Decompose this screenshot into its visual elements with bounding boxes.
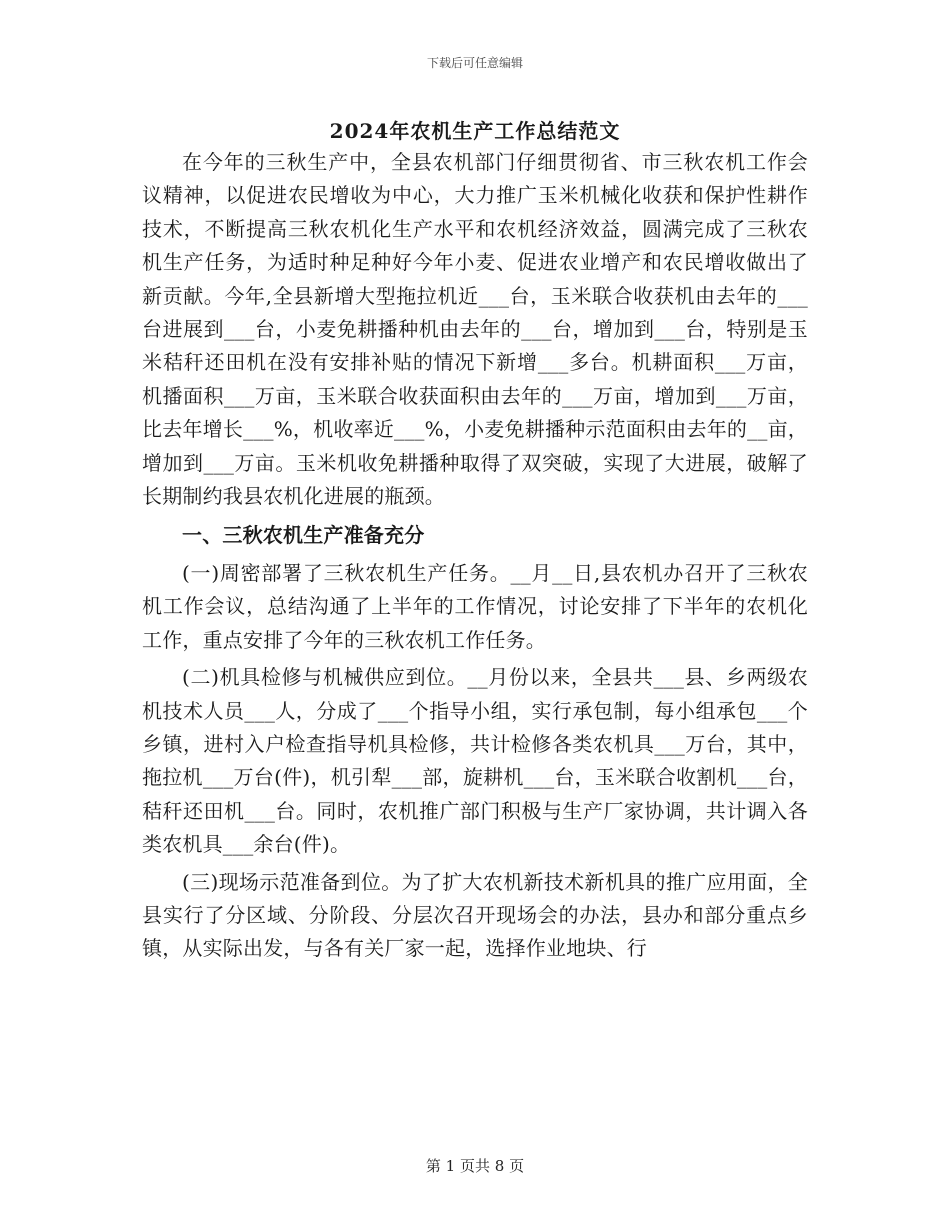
document-title: 2024年农机生产工作总结范文	[329, 119, 621, 143]
document-body	[142, 146, 808, 966]
paragraph-item-3: (三)现场示范准备到位。为了扩大农机新技术新机具的推广应用面，全县实行了分区域、分阶段、分层次召开现场会的办法，县办和部分重点乡镇，从实际出发，与各有关厂家一起，选择作业地块、行	[142, 869, 808, 961]
page-number: 第 1 页共 8 页	[425, 1157, 525, 1175]
paragraph-intro: 在今年的三秋生产中，全县农机部门仔细贯彻省、市三秋农机工作会议精神，以促进农民增收为中心，大力推广玉米机械化收获和保护性耕作技术，不断提高三秋农机化生产水平和农机经济效益，圆满完成了三秋农机生产任务，为适时种足种好今年小麦、促进农业增产和农民增收做出了新贡献。今年,全县新增大型拖拉机近___台，玉米联合收获机由去年的___台进展到___台，小麦免耕播种机由去年的___台，增加到___台，特别是玉米秸秆还田机在没有安排补贴的情况下新增___多台。机耕面积___万亩，机播面积___万亩，玉米联合收获面积由去年的___万亩，增加到___万亩，比去年增长___%，机收率近___%，小麦免耕播种示范面积由去年的__亩，增加到___万亩。玉米机收免耕播种取得了双突破，实现了大进展，破解了长期制约我县农机化进展的瓶颈。	[142, 150, 808, 509]
header-note: 下载后可任意编辑	[426, 56, 523, 70]
paragraph-item-2: (二)机具检修与机械供应到位。__月份以来，全县共___县、乡两级农机技术人员___人，分成了___个指导小组，实行承包制，每小组承包___个乡镇，进村入户检查指导机具检修，共计检修各类农机具___万台，其中，拖拉机___万台(件)，机引犁___部，旋耕机___台，玉米联合收割机___台，秸秆还田机___台。同时，农机推广部门积极与生产厂家协调，共计调入各类农机具___余台(件)。	[142, 665, 808, 857]
paragraph-item-1: (一)周密部署了三秋农机生产任务。__月__日,县农机办召开了三秋农机工作会议，总结沟通了上半年的工作情况，讨论安排了下半年的农机化工作，重点安排了今年的三秋农机工作任务。	[142, 560, 808, 652]
section-heading: 一、三秋农机生产准备充分	[182, 523, 425, 548]
